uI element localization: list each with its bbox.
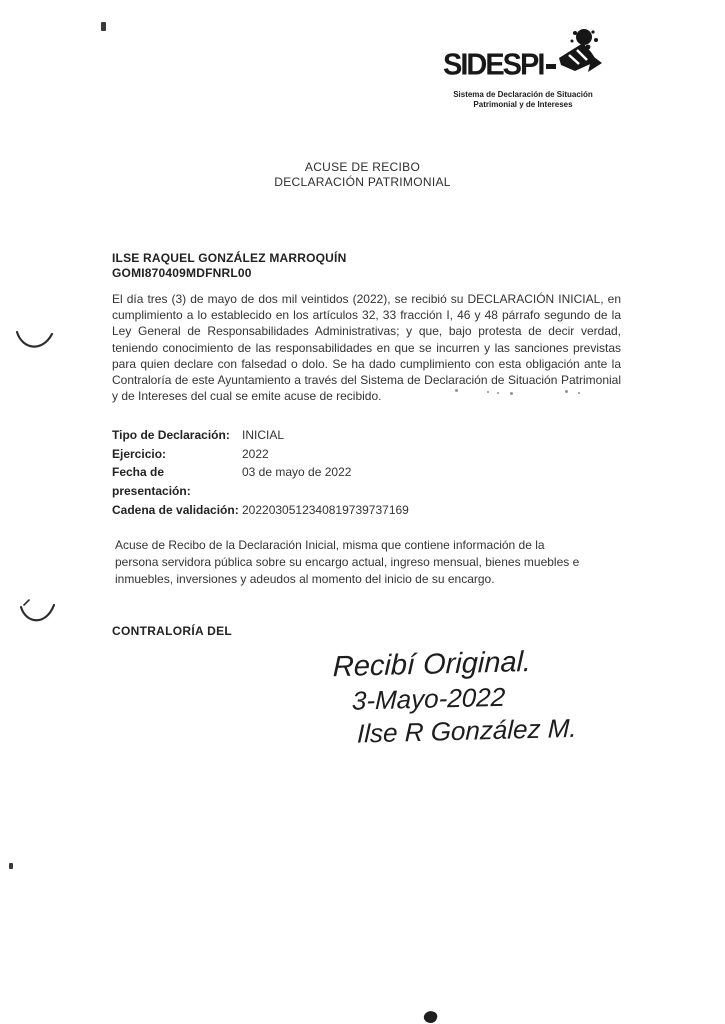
bird-splash-icon [557,28,603,87]
title-line2: DECLARACIÓN PATRIMONIAL [274,174,451,189]
logo-row [443,42,603,87]
scan-dot [578,392,580,394]
detail-label: Ejercicio: [112,446,167,461]
scan-dot [565,390,568,393]
detail-row-ejercicio [112,445,409,464]
scan-dot [455,389,458,392]
scan-dot [487,391,489,393]
detail-value: 2022 [242,446,269,461]
detail-row-cadena [112,501,409,520]
handwriting-line1: Recibí Original. [332,645,532,684]
detail-label: Fecha de presentación: [112,465,191,499]
scan-speck [101,22,106,31]
declaration-details [112,426,409,520]
scan-smudge [422,1009,438,1024]
title-line1: ACUSE DE RECIBO [304,160,421,174]
pen-arc-mark-lower [16,595,58,634]
logo-subtitle-line1: Sistema de Declaración de Situación [453,90,593,99]
body-paragraph: El día tres (3) de mayo de dos mil veintidos (2022), se recibió su DECLARACIÓN INICIAL, en cumplimiento a lo establecido en los artículos 32, 33 fracción I, 46 y 48 párrafo segundo de la Ley General de Responsabilidades Administrativas; y que, bajo protesta de decir verdad, teniendo conocimiento de las responsabilidades en que se incurren y las sanciones previstas para quien declare con falsedad o dolo. Se ha dado cumplimiento con esta obligación ante la Contraloría de este Ayuntamiento a través del Sistema de Declaración de Situación Patrimonial y de Intereses del cual se emite acuse de recibido. [112,292,621,404]
recipient-block [112,251,346,281]
scan-speck [9,863,13,869]
detail-row-tipo [112,426,409,445]
handwriting-line3: Ilse R González M. [356,712,578,749]
pen-arc-mark-upper [14,327,56,360]
detail-value: INICIAL [242,428,285,442]
logo-subtitle [443,90,603,109]
detail-row-fecha [112,463,409,500]
recipient-curp: GOMI870409MDFNRL00 [112,266,252,280]
logo-dash [546,64,556,69]
sidespi-logo [443,42,603,109]
logo-subtitle-line2: Patrimonial y de Intereses [473,99,573,109]
detail-value: 03 de mayo de 2022 [242,465,352,480]
document-title [0,160,725,189]
office-title: CONTRALORÍA DEL [112,624,233,638]
recipient-name: ILSE RAQUEL GONZÁLEZ MARROQUÍN [112,251,347,265]
logo-wordmark: SIDESPI [443,47,544,82]
scan-dot [510,392,513,395]
scan-dot [497,392,499,394]
handwritten-note [331,643,579,752]
handwriting-line2: 3-Mayo-2022 [351,681,506,716]
detail-label: Cadena de validación: [112,502,239,517]
summary-paragraph: Acuse de Recibo de la Declaración Inicial, misma que contiene información de la persona servidora pública sobre su encargo actual, ingreso mensual, bienes muebles e inmuebles, inversiones y adeudos al momento del inicio de su encargo. [115,538,580,586]
detail-value: 2022030512340819739737169 [242,502,409,517]
detail-label: Tipo de Declaración: [112,428,230,442]
